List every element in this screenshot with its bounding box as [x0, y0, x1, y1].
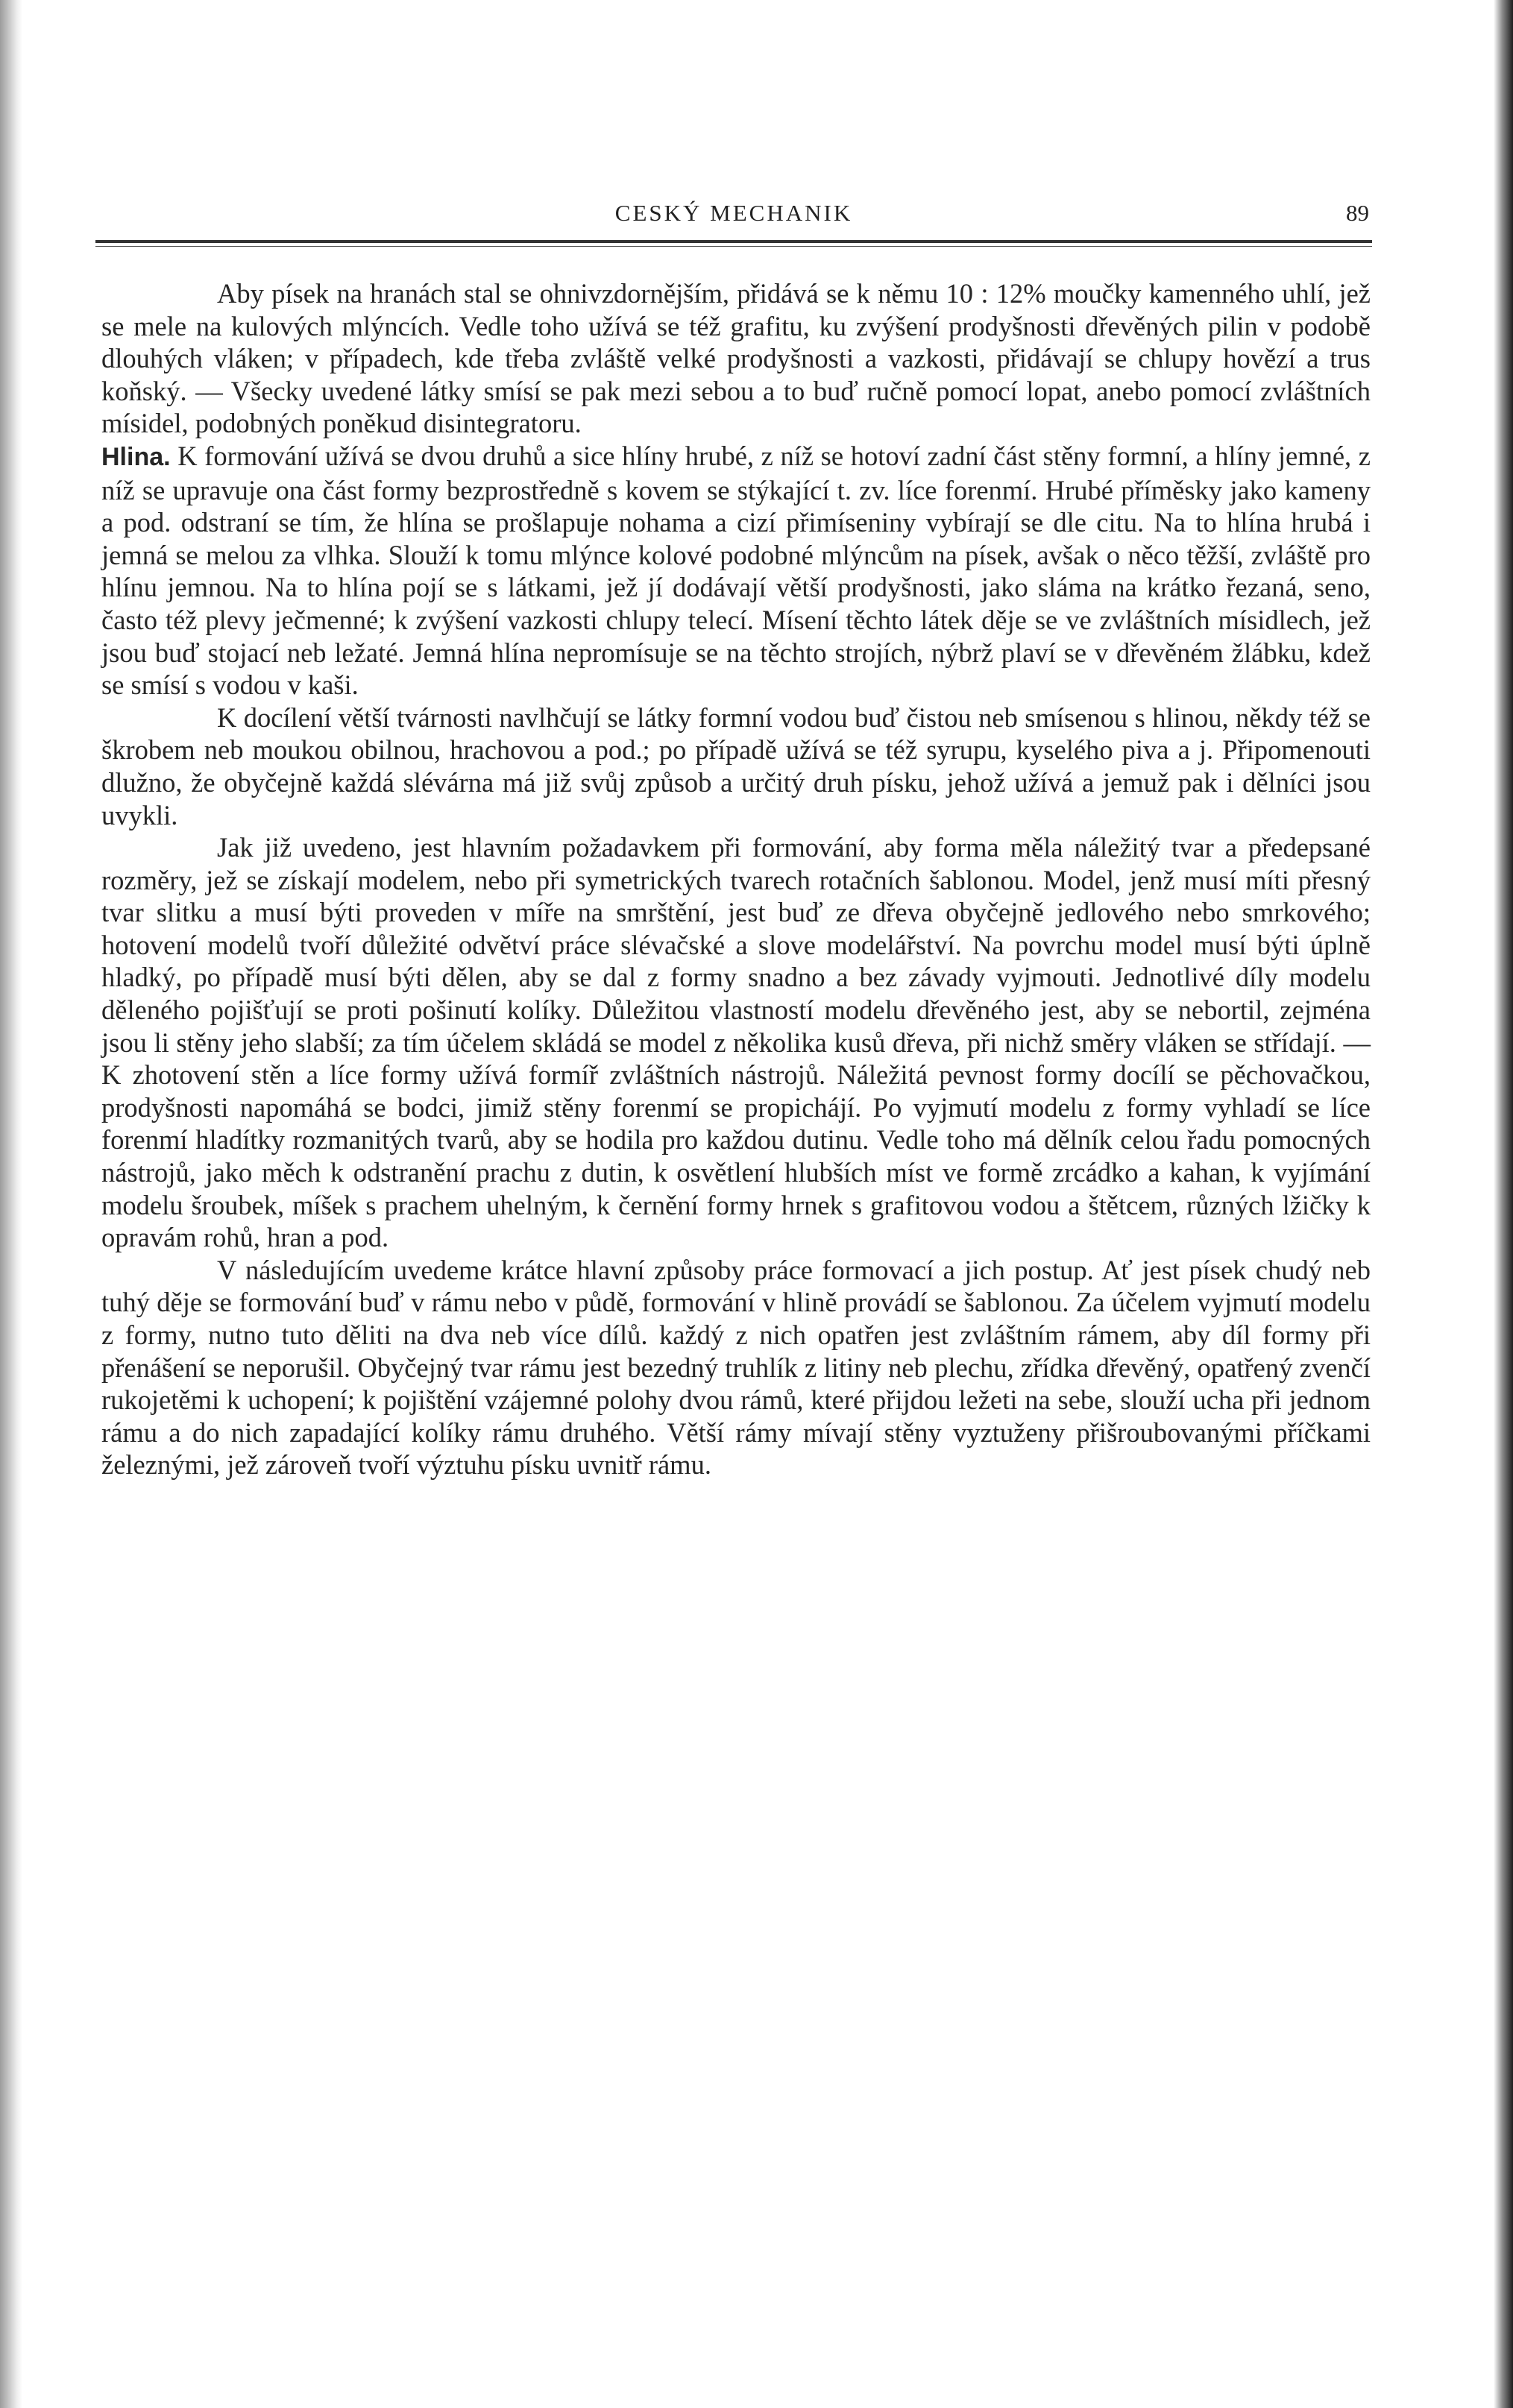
header-rule-thick	[95, 240, 1372, 243]
page-number: 89	[1346, 200, 1369, 226]
section-heading-hlina: Hlina.	[101, 442, 171, 471]
paragraph-2-text: K formování užívá se dvou druhů a sice hlíny hrubé, z níž se hotoví zadní část stěny formní, a hlíny jemné, z níž se upravuje ona část formy bezprostředně s kovem se stýkající t. zv. líce forenmí. Hrubé příměsky jako kameny a pod. odstraní se tím, že hlína se prošlapuje nohama a cizí přimíseniny vybírají se dle citu. Na to hlína hrubá i jemná se melou za vlhka. Slouží k tomu mlýnce kolové podobné mlýncům na písek, avšak o něco těžší, zvláště pro hlínu jemnou. Na to hlína pojí se s látkami, jež jí dodávají větší prodyšnosti, jako sláma na krátko řezaná, seno, často též plevy ječmenné; k zvýšení vazkosti chlupy telecí. Mísení těchto látek děje se ve zvláštních mísidlech, jež jsou buď stojací neb ležaté. Jemná hlína nepromísuje se na těchto strojích, nýbrž plaví se v dřevěném žlábku, kdež se smísí s vodou v kaši.	[101, 440, 1371, 701]
page-edge-right	[1494, 0, 1513, 2408]
paragraph-1: Aby písek na hranách stal se ohnivzdornějším, přidává se k němu 10 : 12% moučky kamenného uhlí, jež se mele na kulových mlýncích. Vedle toho užívá se též grafitu, ku zvýšení prodyšnosti dřevěných pilin v podobě dlouhých vláken; v případech, kde třeba zvláště velké prodyšnosti a vazkosti, přidávají se chlupy hovězí a trus koňský. — Všecky uvedené látky smísí se pak mezi sebou a to buď ručně pomocí lopat, anebo pomocí zvláštních mísidel, podobných poněkud disintegratoru.	[101, 278, 1371, 439]
paragraph-4: Jak již uvedeno, jest hlavním požadavkem při formování, aby forma měla náležitý tvar a předepsané rozměry, jež se získají modelem, nebo při symetrických tvarech rotačních šablonou. Model, jenž musí míti přesný tvar slitku a musí býti proveden v míře na smrštění, jest buď ze dřeva obyčejně jedlového nebo smrkového; hotovení modelů tvoří důležité odvětví práce slévačské a slove modelářství. Na povrchu model musí býti úplně hladký, po případě musí býti dělen, aby se dal z formy snadno a bez závady vyjmouti. Jednotlivé díly modelu děleného pojišťují se proti pošinutí kolíky. Důležitou vlastností modelu dřevěného jest, aby se nebortil, zejména jsou li stěny jeho slabší; za tím účelem skládá se model z několika kusů dřeva, při nichž směry vláken se střídají. — K zhotovení stěn a líce formy užívá formíř zvláštních nástrojů. Náležitá pevnost formy docílí se pěchovačkou, prodyšnosti napomáhá se bodci, jimiž stěny forenmí se propichájí. Po vyjmutí modelu z formy vyhladí se líce forenmí hladítky rozmanitých tvarů, aby se hodila pro každou dutinu. Vedle toho má dělník celou řadu pomocných nástrojů, jako měch k odstranění prachu z dutin, k osvětlení hlubších míst ve formě zrcádko a kahan, k vyjímání modelu šroubek, míšek s prachem uhelným, k černění formy hrnek s grafitovou vodou a štětcem, různých lžičky k opravám rohů, hran a pod.	[101, 832, 1371, 1253]
paragraph-3: K docílení větší tvárnosti navlhčují se látky formní vodou buď čistou neb smísenou s hlinou, někdy též se škrobem neb moukou obilnou, hrachovou a pod.; po případě užívá se též syrupu, kyselého piva a j. Připomenouti dlužno, že obyčejně každá slévárna má již svůj způsob a určitý druh písku, jehož užívá a jemuž pak i dělníci jsou uvykli.	[101, 702, 1371, 830]
journal-title: CESKÝ MECHANIK	[614, 200, 853, 226]
paragraph-2	[101, 440, 1371, 702]
article-body	[101, 277, 1371, 1481]
running-header	[95, 200, 1372, 237]
paragraph-5: V následujícím uvedeme krátce hlavní způsoby práce formovací a jich postup. Ať jest písek chudý neb tuhý děje se formování buď v rámu nebo v půdě, formování v hlině provádí se šablonou. Za účelem vyjmutí modelu z formy, nutno tuto děliti na dva neb více dílů. každý z nich opatřen jest zvláštním rámem, aby díl formy při přenášení se neporušil. Obyčejný tvar rámu jest bezedný truhlík z litiny neb plechu, zřídka dřevěný, opatřený zvenčí rukojetěmi k uchopení; k pojištění vzájemné polohy dvou rámů, které přijdou ležeti na sebe, slouží ucha při jednom rámu a do nich zapadající kolíky rámu druhého. Větší rámy mívají stěny vyztuženy přišroubovanými příčkami železnými, jež zároveň tvoří výztuhu písku uvnitř rámu.	[101, 1254, 1371, 1481]
page-edge-left	[0, 0, 22, 2408]
header-rule-thin	[95, 246, 1372, 247]
